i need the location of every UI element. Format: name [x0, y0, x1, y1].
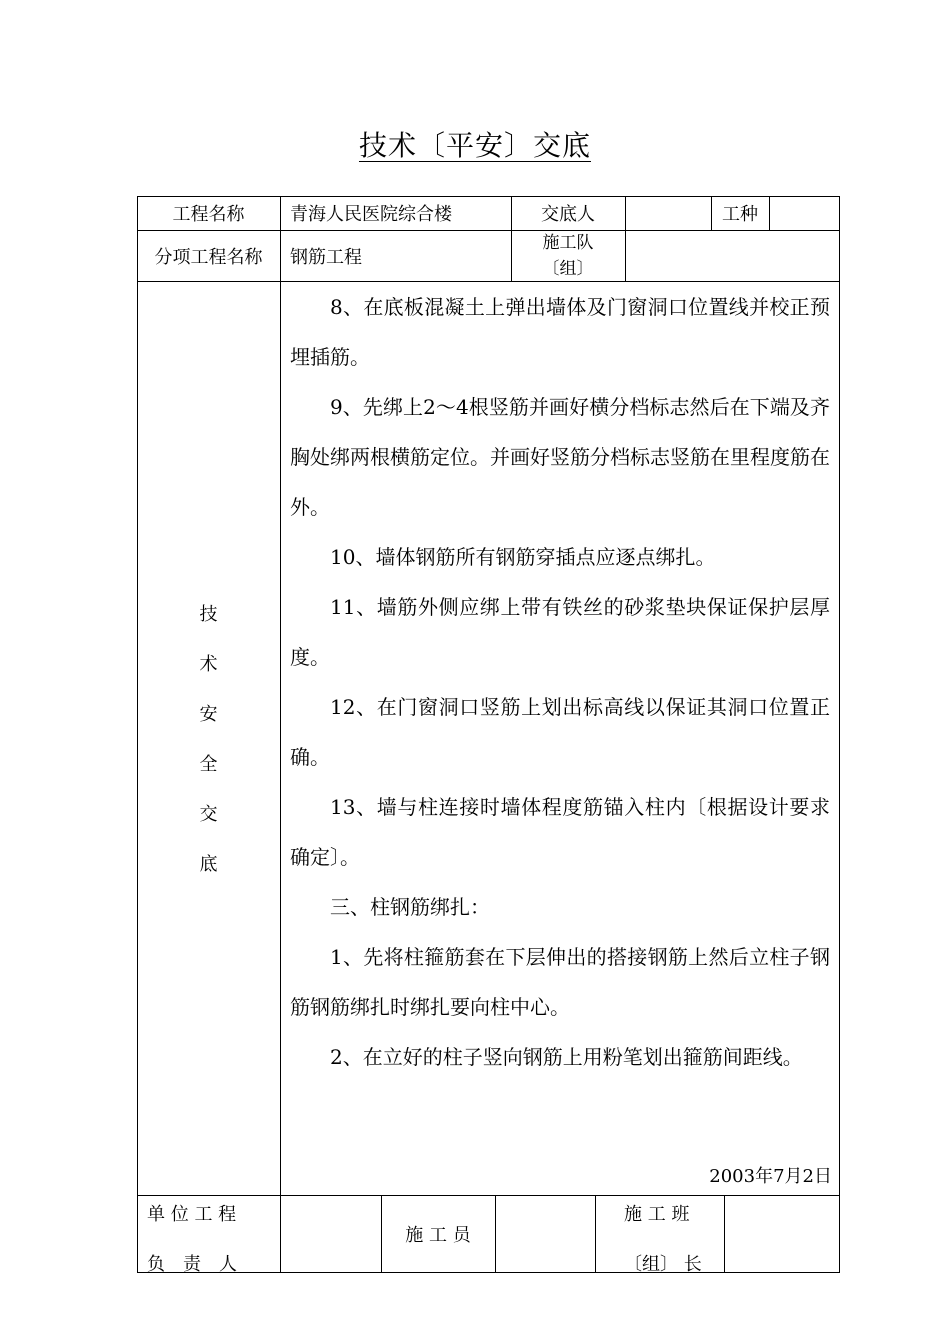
team-label-line2: 〔组〕	[542, 258, 594, 279]
trade-value	[769, 196, 840, 230]
paragraph: 8、在底板混凝土上弹出墙体及门窗洞口位置线并校正预埋插筋。	[290, 295, 830, 369]
page-title: 技术〔平安〕交底	[358, 129, 591, 162]
sub-project-label: 分项工程名称	[154, 246, 263, 268]
paragraph: 2、在立好的柱子竖向钢筋上用粉笔划出箍筋间距线。	[330, 1045, 803, 1069]
section-label-char: 技	[199, 604, 218, 625]
section-label	[137, 600, 280, 900]
unit-leader-value	[280, 1195, 381, 1273]
trade-label: 工种	[722, 204, 758, 225]
paragraph: 12、在门窗洞口竖筋上划出标高线以保证其洞口位置正确。	[290, 695, 830, 769]
paragraph: 11、墙筋外侧应绑上带有铁丝的砂浆垫块保证保护层厚度。	[290, 595, 830, 669]
disclosure-date: 2003年7月2日	[709, 1166, 832, 1187]
paragraph: 10、墙体钢筋所有钢筋穿插点应逐点绑扎。	[330, 545, 716, 569]
column-divider	[280, 196, 281, 1273]
team-label	[511, 230, 625, 281]
paragraph: 9、先绑上2～4根竖筋并画好横分档标志然后在下端及齐胸处绑两根横筋定位。并画好竖筋分档标志竖筋在里程度筋在外。	[290, 395, 830, 519]
column-divider	[595, 1195, 596, 1273]
section-label-char: 术	[199, 654, 218, 675]
team-leader-label-line2: 〔组〕 长	[624, 1254, 702, 1275]
sub-project-value: 钢筋工程	[290, 246, 362, 268]
disclosure-content	[290, 282, 830, 1082]
paragraph: 三、柱钢筋绑扎：	[330, 895, 490, 919]
section-label-char: 全	[199, 754, 218, 775]
section-label-char: 安	[199, 704, 218, 725]
discloser-value	[625, 196, 711, 230]
team-leader-label-line1: 施 工 班	[624, 1204, 690, 1225]
section-label-char: 交	[199, 804, 218, 825]
team-value	[625, 230, 840, 281]
project-name-label: 工程名称	[172, 204, 245, 225]
section-label-char: 底	[199, 854, 218, 875]
constructor-label: 施 工 员	[405, 1225, 471, 1246]
paragraph: 13、墙与柱连接时墙体程度筋锚入柱内〔根据设计要求确定〕。	[290, 795, 830, 869]
team-label-line1: 施工队	[542, 232, 594, 253]
discloser-label: 交底人	[541, 204, 595, 225]
unit-leader-label-line1: 单 位 工 程	[147, 1204, 237, 1225]
project-name-value: 青海人民医院综合楼	[290, 204, 452, 225]
constructor-value	[495, 1195, 595, 1273]
team-leader-value	[724, 1195, 840, 1273]
unit-leader-label-line2: 负 责 人	[147, 1254, 237, 1275]
paragraph: 1、先将柱箍筋套在下层伸出的搭接钢筋上然后立柱子钢筋钢筋绑扎时绑扎要向柱中心。	[290, 945, 830, 1019]
